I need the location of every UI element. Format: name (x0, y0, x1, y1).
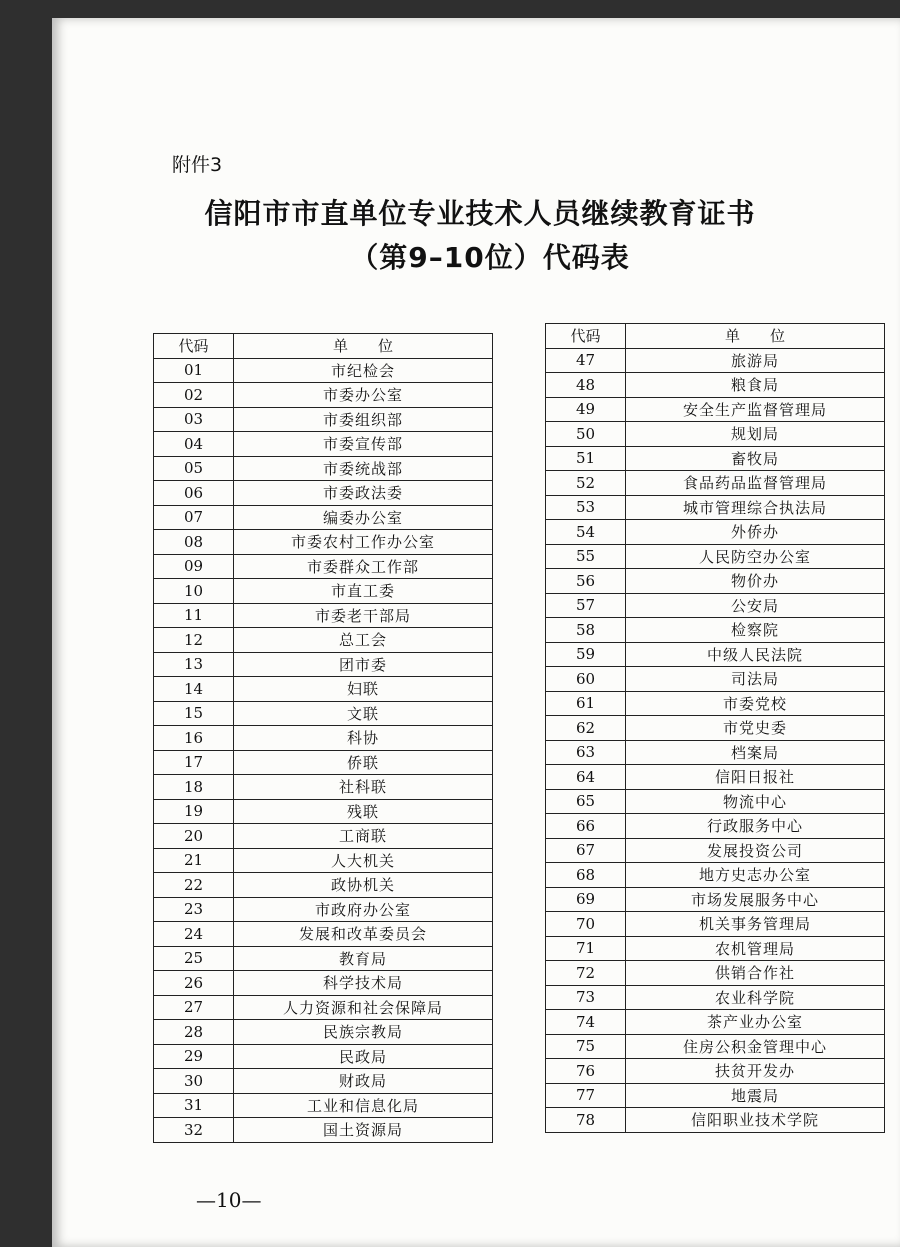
table-row (154, 848, 493, 873)
code-cell: 06 (154, 481, 234, 506)
unit-cell: 科学技术局 (234, 971, 493, 996)
unit-cell: 物价办 (626, 569, 885, 594)
unit-cell: 农机管理局 (626, 936, 885, 961)
unit-cell: 市纪检会 (234, 358, 493, 383)
table-row (546, 618, 885, 643)
code-cell: 48 (546, 373, 626, 398)
code-cell: 07 (154, 505, 234, 530)
code-cell: 04 (154, 432, 234, 457)
table-row (154, 579, 493, 604)
table-header-row (546, 324, 885, 349)
unit-cell: 残联 (234, 799, 493, 824)
unit-cell: 市政府办公室 (234, 897, 493, 922)
unit-cell: 茶产业办公室 (626, 1010, 885, 1035)
table-row (546, 495, 885, 520)
table-row (154, 726, 493, 751)
table-row (546, 814, 885, 839)
unit-cell: 检察院 (626, 618, 885, 643)
table-row (546, 716, 885, 741)
code-cell: 01 (154, 358, 234, 383)
code-cell: 02 (154, 383, 234, 408)
code-cell: 59 (546, 642, 626, 667)
unit-cell: 档案局 (626, 740, 885, 765)
unit-cell: 民族宗教局 (234, 1020, 493, 1045)
table-row (546, 422, 885, 447)
table-row (154, 456, 493, 481)
code-cell: 49 (546, 397, 626, 422)
header-unit: 单 位 (626, 324, 885, 349)
code-cell: 53 (546, 495, 626, 520)
unit-cell: 信阳职业技术学院 (626, 1108, 885, 1133)
code-cell: 32 (154, 1118, 234, 1143)
table-row (154, 677, 493, 702)
unit-cell: 社科联 (234, 775, 493, 800)
code-cell: 12 (154, 628, 234, 653)
code-cell: 26 (154, 971, 234, 996)
table-row (546, 863, 885, 888)
unit-cell: 政协机关 (234, 873, 493, 898)
table-row (546, 1108, 885, 1133)
unit-cell: 科协 (234, 726, 493, 751)
unit-cell: 扶贫开发办 (626, 1059, 885, 1084)
unit-cell: 城市管理综合执法局 (626, 495, 885, 520)
table-row (546, 961, 885, 986)
code-cell: 63 (546, 740, 626, 765)
table-header-row (154, 334, 493, 359)
unit-cell: 妇联 (234, 677, 493, 702)
table-row (546, 789, 885, 814)
code-cell: 71 (546, 936, 626, 961)
table-row (546, 569, 885, 594)
unit-cell: 市委农村工作办公室 (234, 530, 493, 555)
code-table-right (545, 323, 885, 1133)
code-cell: 72 (546, 961, 626, 986)
unit-cell: 行政服务中心 (626, 814, 885, 839)
table-row (154, 407, 493, 432)
code-cell: 57 (546, 593, 626, 618)
code-cell: 67 (546, 838, 626, 863)
code-cell: 60 (546, 667, 626, 692)
unit-cell: 市委老干部局 (234, 603, 493, 628)
table-row (546, 1010, 885, 1035)
table-row (154, 628, 493, 653)
table-row (154, 1020, 493, 1045)
unit-cell: 市委组织部 (234, 407, 493, 432)
table-row (546, 838, 885, 863)
attachment-label: 附件3 (172, 154, 223, 176)
unit-cell: 地震局 (626, 1083, 885, 1108)
code-cell: 13 (154, 652, 234, 677)
table-row (546, 642, 885, 667)
unit-cell: 市党史委 (626, 716, 885, 741)
table-row (154, 1069, 493, 1094)
code-cell: 68 (546, 863, 626, 888)
code-cell: 69 (546, 887, 626, 912)
code-cell: 31 (154, 1093, 234, 1118)
table-row (546, 520, 885, 545)
code-cell: 65 (546, 789, 626, 814)
code-cell: 58 (546, 618, 626, 643)
code-cell: 05 (154, 456, 234, 481)
table-row (546, 887, 885, 912)
code-cell: 25 (154, 946, 234, 971)
table-row (154, 652, 493, 677)
code-cell: 20 (154, 824, 234, 849)
unit-cell: 发展和改革委员会 (234, 922, 493, 947)
unit-cell: 编委办公室 (234, 505, 493, 530)
unit-cell: 规划局 (626, 422, 885, 447)
code-cell: 16 (154, 726, 234, 751)
code-cell: 76 (546, 1059, 626, 1084)
unit-cell: 人民防空办公室 (626, 544, 885, 569)
table-row (546, 397, 885, 422)
table-row (546, 544, 885, 569)
unit-cell: 人力资源和社会保障局 (234, 995, 493, 1020)
table-row (154, 505, 493, 530)
document-title-line2: （第9–10位）代码表 (350, 241, 630, 274)
header-code: 代码 (546, 324, 626, 349)
table-row (546, 1034, 885, 1059)
document-title-line1: 信阳市市直单位专业技术人员继续教育证书 (204, 197, 756, 230)
table-row (546, 691, 885, 716)
table-row (154, 530, 493, 555)
code-cell: 70 (546, 912, 626, 937)
table-row (154, 995, 493, 1020)
unit-cell: 旅游局 (626, 348, 885, 373)
code-cell: 15 (154, 701, 234, 726)
table-row (154, 481, 493, 506)
table-row (546, 936, 885, 961)
code-cell: 74 (546, 1010, 626, 1035)
unit-cell: 住房公积金管理中心 (626, 1034, 885, 1059)
unit-cell: 市委群众工作部 (234, 554, 493, 579)
table-row (546, 348, 885, 373)
table-row (154, 897, 493, 922)
unit-cell: 物流中心 (626, 789, 885, 814)
table-row (154, 946, 493, 971)
unit-cell: 民政局 (234, 1044, 493, 1069)
table-row (546, 593, 885, 618)
table-row (546, 985, 885, 1010)
table-row (154, 554, 493, 579)
code-cell: 10 (154, 579, 234, 604)
page-number: —10— (196, 1188, 262, 1212)
table-row (546, 471, 885, 496)
code-cell: 62 (546, 716, 626, 741)
code-cell: 47 (546, 348, 626, 373)
unit-cell: 总工会 (234, 628, 493, 653)
code-cell: 29 (154, 1044, 234, 1069)
unit-cell: 工商联 (234, 824, 493, 849)
unit-cell: 畜牧局 (626, 446, 885, 471)
unit-cell: 团市委 (234, 652, 493, 677)
code-cell: 11 (154, 603, 234, 628)
unit-cell: 市委党校 (626, 691, 885, 716)
table-row (546, 1083, 885, 1108)
table-body-left (154, 358, 493, 1142)
table-row (546, 1059, 885, 1084)
code-cell: 19 (154, 799, 234, 824)
code-cell: 27 (154, 995, 234, 1020)
table-row (154, 432, 493, 457)
code-cell: 64 (546, 765, 626, 790)
code-table-left (153, 333, 493, 1143)
table-row (154, 775, 493, 800)
unit-cell: 教育局 (234, 946, 493, 971)
table-row (154, 922, 493, 947)
unit-cell: 信阳日报社 (626, 765, 885, 790)
table-row (154, 799, 493, 824)
unit-cell: 农业科学院 (626, 985, 885, 1010)
unit-cell: 文联 (234, 701, 493, 726)
table-row (154, 358, 493, 383)
unit-cell: 地方史志办公室 (626, 863, 885, 888)
table-row (154, 383, 493, 408)
table-body-right (546, 348, 885, 1132)
code-cell: 30 (154, 1069, 234, 1094)
unit-cell: 人大机关 (234, 848, 493, 873)
unit-cell: 机关事务管理局 (626, 912, 885, 937)
code-cell: 09 (154, 554, 234, 579)
unit-cell: 公安局 (626, 593, 885, 618)
code-cell: 18 (154, 775, 234, 800)
code-cell: 03 (154, 407, 234, 432)
table-row (546, 667, 885, 692)
unit-cell: 市委办公室 (234, 383, 493, 408)
table-row (154, 824, 493, 849)
unit-cell: 侨联 (234, 750, 493, 775)
table-row (546, 912, 885, 937)
code-cell: 73 (546, 985, 626, 1010)
table-row (154, 873, 493, 898)
code-cell: 77 (546, 1083, 626, 1108)
unit-cell: 供销合作社 (626, 961, 885, 986)
table-row (154, 1044, 493, 1069)
unit-cell: 安全生产监督管理局 (626, 397, 885, 422)
code-cell: 23 (154, 897, 234, 922)
code-cell: 55 (546, 544, 626, 569)
table-row (154, 750, 493, 775)
unit-cell: 司法局 (626, 667, 885, 692)
code-cell: 22 (154, 873, 234, 898)
code-cell: 61 (546, 691, 626, 716)
table-row (154, 971, 493, 996)
table-row (546, 446, 885, 471)
code-cell: 08 (154, 530, 234, 555)
unit-cell: 发展投资公司 (626, 838, 885, 863)
table-row (546, 740, 885, 765)
unit-cell: 财政局 (234, 1069, 493, 1094)
code-cell: 17 (154, 750, 234, 775)
code-cell: 52 (546, 471, 626, 496)
header-code: 代码 (154, 334, 234, 359)
code-cell: 14 (154, 677, 234, 702)
unit-cell: 市委统战部 (234, 456, 493, 481)
code-cell: 21 (154, 848, 234, 873)
code-cell: 50 (546, 422, 626, 447)
unit-cell: 食品药品监督管理局 (626, 471, 885, 496)
code-cell: 78 (546, 1108, 626, 1133)
unit-cell: 中级人民法院 (626, 642, 885, 667)
unit-cell: 市委宣传部 (234, 432, 493, 457)
code-cell: 56 (546, 569, 626, 594)
unit-cell: 市委政法委 (234, 481, 493, 506)
header-unit: 单 位 (234, 334, 493, 359)
code-cell: 75 (546, 1034, 626, 1059)
unit-cell: 市场发展服务中心 (626, 887, 885, 912)
table-row (546, 373, 885, 398)
code-cell: 28 (154, 1020, 234, 1045)
unit-cell: 工业和信息化局 (234, 1093, 493, 1118)
table-row (546, 765, 885, 790)
table-row (154, 701, 493, 726)
code-cell: 54 (546, 520, 626, 545)
unit-cell: 粮食局 (626, 373, 885, 398)
unit-cell: 外侨办 (626, 520, 885, 545)
unit-cell: 国土资源局 (234, 1118, 493, 1143)
code-cell: 24 (154, 922, 234, 947)
unit-cell: 市直工委 (234, 579, 493, 604)
table-row (154, 1118, 493, 1143)
code-cell: 51 (546, 446, 626, 471)
table-row (154, 1093, 493, 1118)
code-cell: 66 (546, 814, 626, 839)
table-row (154, 603, 493, 628)
